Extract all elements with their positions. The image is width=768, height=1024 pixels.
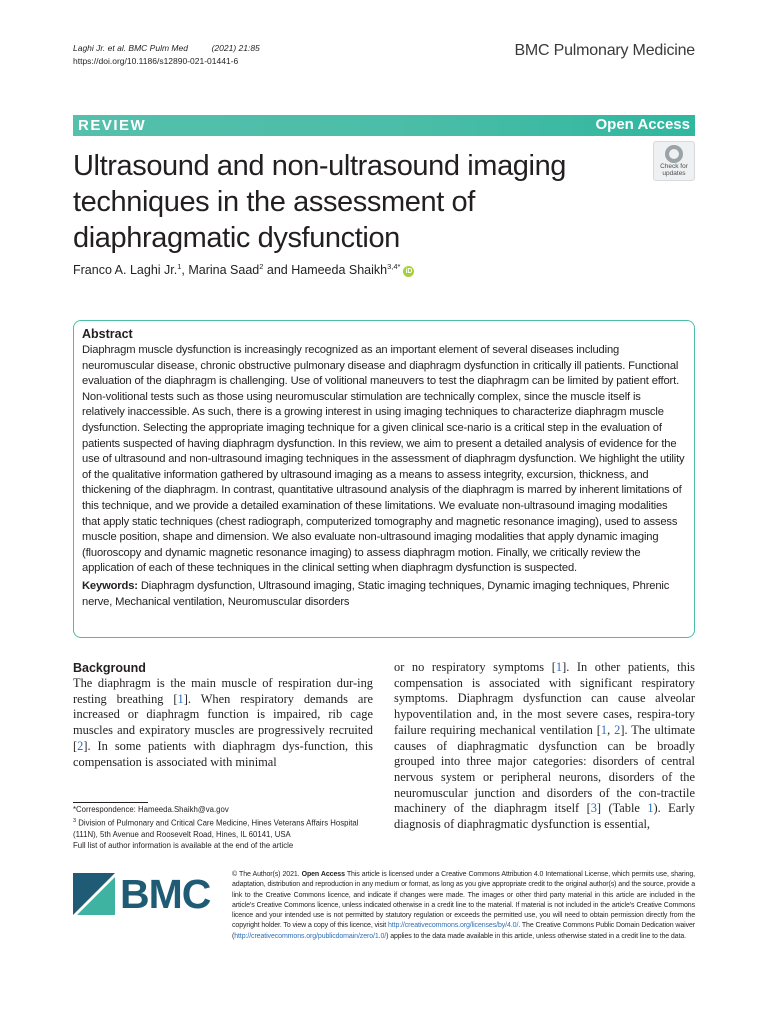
open-access-label: Open Access	[595, 116, 690, 133]
citation-line	[73, 42, 260, 55]
reference-link[interactable]: 2	[614, 722, 621, 737]
bmc-logo-mark-icon	[73, 873, 115, 915]
license-body: ) applies to the data made available in this article, unless otherwise stated in a credit line to the data.	[386, 932, 686, 940]
correspondence-email[interactable]: *Correspondence: Hameeda.Shaikh@va.gov	[73, 805, 229, 814]
author-list	[73, 262, 414, 277]
citation-header	[73, 42, 260, 68]
body-text: ]. In some patients with diaphragm dys-function, this compensation is associated with minimal	[73, 738, 373, 769]
author-affiliation: 1	[177, 262, 182, 271]
section-heading: Background	[73, 661, 146, 675]
author-affiliation: 2	[259, 262, 264, 271]
check-for-updates-button[interactable]	[653, 141, 695, 181]
affiliation-text: Division of Pulmonary and Critical Care Medicine, Hines Veterans Affairs Hospital (111N), 5th Avenue and Roosevelt Road, Hines, IL 60141, USA	[73, 818, 359, 839]
body-text: ,	[607, 722, 615, 737]
orcid-icon[interactable]: iD	[405, 268, 413, 276]
bmc-logo	[73, 872, 218, 920]
citation-authors: Laghi Jr. et al. BMC Pulm Med	[73, 43, 188, 53]
license-copyright: © The Author(s) 2021.	[232, 871, 302, 878]
license-body: This article is licensed under a Creative Commons Attribution 4.0 International License, which permits use, sharing, adaptation, distribution and reproduction in any medium or format, as long as you give appropriate credit to the original author(s) and the source, provide a link to the Creative Commons licence, and indicate if changes were made. The images or other third party material in this article are included in the article's Creative Commons licence, unless indicated otherwise in a credit line to the material. If material is not included in the article's Creative Commons licence and your intended use is not permitted by statutory regulation or exceeds the permitted use, you will need to obtain permission directly from the copyright holder. To view a copy of this licence, visit	[232, 871, 696, 930]
bmc-logo-text: BMC	[120, 871, 211, 917]
reference-link[interactable]: 1	[600, 722, 608, 737]
abstract-heading: Abstract	[82, 327, 133, 341]
table-link[interactable]: 1	[647, 801, 654, 816]
body-text: The diaphragm is the main muscle of respiration dur-ing resting breathing [	[73, 676, 373, 706]
footnote-divider	[73, 802, 148, 803]
check-updates-line1: Check for	[660, 163, 688, 170]
check-updates-line2: updates	[662, 170, 686, 177]
journal-name: BMC Pulmonary Medicine	[514, 42, 695, 59]
body-text: ] (Table	[596, 801, 648, 816]
author-name: Hameeda Shaikh	[291, 263, 388, 278]
body-column-left	[73, 660, 373, 770]
body-text: ]. In other patients, this compensation is associated with significant respiratory symptoms. Diaphragm dysfunction can cause alveolar hypoventilation and, in the most severe cases, respira-tory failure requiring mechanical ventilation [	[394, 660, 695, 737]
body-text: ). Early diagnosis of diaphragmatic dysfunction is essential,	[394, 801, 695, 832]
body-column-right	[394, 660, 695, 833]
article-type-banner	[73, 115, 695, 136]
reference-link[interactable]: 1	[555, 660, 563, 674]
author-separator: ,	[181, 263, 189, 278]
author-separator: and	[263, 263, 292, 278]
doi-link[interactable]: https://doi.org/10.1186/s12890-021-01441-6	[73, 56, 239, 66]
reference-link[interactable]: 2	[77, 738, 84, 753]
affiliation-note	[73, 816, 373, 841]
reference-link[interactable]: 3	[590, 801, 597, 816]
author-name: Franco A. Laghi Jr.	[73, 263, 178, 278]
body-text: ]. When respiratory demands are increased or diaphragm function is impaired, rib cage muscles and expiratory muscles are progressively recruited [	[73, 691, 373, 753]
body-text: or no respiratory symptoms [	[394, 660, 556, 674]
abstract-box	[73, 320, 695, 638]
abstract-text: Diaphragm muscle dysfunction is increasingly recognized as an important element of several diseases including neuromuscular disease, chronic obstructive pulmonary disease and diaphragm dysfunction in critically ill patients. Functional evaluation of the diaphragm is challenging. Use of volitional maneuvers to test the diaphragm can be limited by patient effort. Non-volitional tests such as those using neuromuscular stimulation are technically complex, since the muscle itself is relatively inaccessible. As such, there is a growing interest in using imaging techniques to characterize diaphragm muscle dysfunction. Selecting the appropriate imaging technique for a given clinical sce-nario is a critical step in the evaluation of patients suspected of having diaphragm dysfunction. In this review, we aim to present a detailed analysis of evidence for the use of ultrasound and non-ultrasound imaging techniques in the assessment of diaphragm dysfunction. We highlight the utility of the qualitative information gathered by ultrasound imaging as a means to assess integrity, excursion, thickness, and thickening of the diaphragm. In contrast, quantitative ultrasound analysis of the diaphragm is marred by inherent limitations of this technique, and we provide a detailed examination of these limitations. We evaluate non-ultrasound imaging modalities that apply static techniques (chest radiograph, computerized tomography and magnetic resonance imaging), used to assess muscle position, shape and dimension. We also evaluate non-ultrasound imaging modalities that apply dynamic imaging (fluoroscopy and dynamic magnetic resonance imaging) to assess diaphragm motion. Finally, we critically review the application of each of these techniques in the clinical setting when diaphragm dysfunction is suspected.	[82, 344, 685, 575]
article-type-label: REVIEW	[78, 117, 147, 134]
citation-year: (2021) 21:85	[211, 43, 260, 53]
author-name: Marina Saad	[188, 263, 260, 278]
license-body: . The Creative Commons Public Domain Dedication waiver (	[232, 922, 695, 940]
body-text: ]. The ultimate causes of diaphragmatic dysfunction can be broadly grouped into three major categories: disorders of central nervous system or peripheral neurons, disorders of the neuromuscular junction and disorders of the con-tractile machinery of the diaphragm itself [	[394, 722, 696, 816]
check-updates-icon	[665, 145, 683, 163]
author-info-note: Full list of author information is available at the end of the article	[73, 841, 294, 851]
keywords-list: Diaphragm dysfunction, Ultrasound imaging, Static imaging techniques, Dynamic imaging techniques, Phrenic nerve, Mechanical ventilation, Neuromuscular disorders	[82, 579, 670, 608]
license-open-access: Open Access	[301, 871, 345, 878]
waiver-link[interactable]: http://creativecommons.org/publicdomain/zero/1.0/	[234, 932, 387, 940]
body-paragraph	[73, 676, 373, 770]
affiliation-number: 3	[73, 817, 77, 824]
author-affiliation: 3,4*	[387, 262, 401, 271]
license-text	[232, 870, 695, 942]
reference-link[interactable]: 1	[177, 691, 184, 706]
check-updates-text	[654, 163, 694, 177]
article-title: Ultrasound and non-ultrasound imaging techniques in the assessment of diaphragmatic dysfunction	[73, 150, 567, 254]
keywords-label: Keywords:	[82, 579, 138, 592]
keywords	[82, 579, 686, 610]
footnotes	[73, 804, 373, 852]
license-link[interactable]: http://creativecommons.org/licenses/by/4.0/	[387, 922, 519, 930]
